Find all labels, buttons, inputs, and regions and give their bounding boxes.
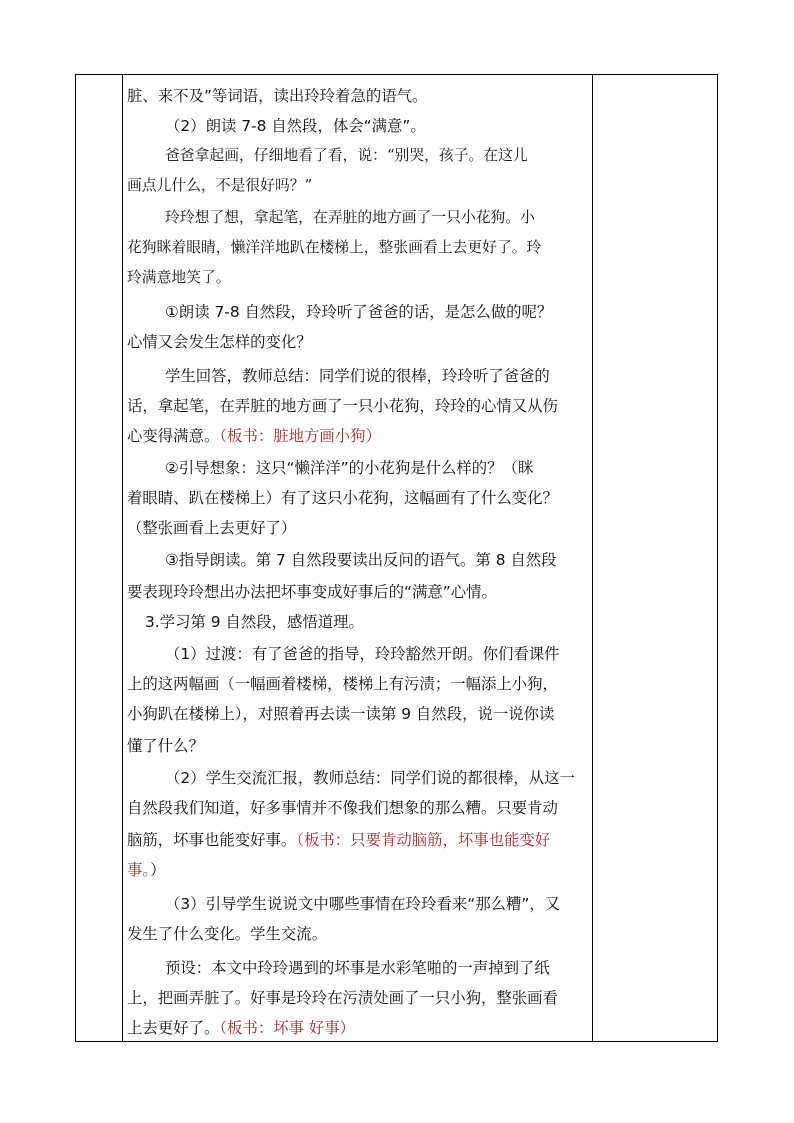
text-line: 预设：本文中玲玲遇到的坏事是水彩笔啪的一声掉到了纸 (165, 959, 550, 977)
text-segment: 心变得满意。 (127, 427, 220, 445)
board-note: （板书：坏事 好事） (219, 1019, 356, 1037)
text-segment: ） (150, 861, 166, 879)
text-line (127, 860, 166, 880)
text-line: ②引导想象：这只“懒洋洋”的小花狗是什么样的？（眯 (165, 459, 534, 477)
text-line: 着眼睛、趴在楼梯上）有了这只小花狗，这幅画有了什么变化？ (127, 489, 558, 507)
text-line: 心情又会发生怎样的变化？ (127, 333, 312, 351)
text-line: （3）引导学生说说文中哪些事情在玲玲看来“那么糟”，又 (165, 895, 561, 913)
text-segment: 上去更好了。 (127, 1019, 220, 1037)
text-line (127, 830, 550, 850)
text-line: ③指导朗读。第 7 自然段要读出反问的语气。第 8 自然段 (165, 551, 557, 569)
board-note: （板书：脏地方画小狗） (219, 427, 381, 445)
text-segment: 脑筋，坏事也能变好事。 (127, 831, 297, 849)
text-line: 爸爸拿起画，仔细地看了看，说：“别哭，孩子。在这儿 (165, 147, 528, 164)
text-line: （2）朗读 7-8 自然段，体会“满意”。 (165, 117, 426, 135)
board-note: 事。 (127, 861, 151, 879)
text-line: 玲满意地笑了。 (127, 269, 231, 286)
text-line: 花狗眯着眼睛，懒洋洋地趴在楼梯上，整张画看上去更好了。玲 (127, 239, 542, 256)
column-divider-right (592, 75, 593, 1041)
text-line: 自然段我们知道，好多事情并不像我们想象的那么糟。只要肯动 (127, 799, 558, 817)
text-line: ①朗读 7-8 自然段，玲玲听了爸爸的话，是怎么做的呢？ (165, 303, 553, 321)
text-line: （1）过渡：有了爸爸的指导，玲玲豁然开朗。你们看课件 (165, 645, 560, 663)
board-note: （板书：只要肯动脑筋，坏事也能变好 (296, 831, 551, 849)
text-line: 3.学习第 9 自然段，感悟道理。 (145, 613, 364, 631)
column-divider-left (122, 75, 123, 1041)
text-line: 懂了什么？ (127, 737, 204, 755)
text-line (127, 1018, 355, 1038)
text-line (127, 426, 381, 446)
text-line: 发生了什么变化。学生交流。 (127, 925, 328, 943)
text-line: 上，把画弄脏了。好事是玲玲在污渍处画了一只小狗，整张画看 (127, 989, 558, 1007)
text-line: （2）学生交流汇报，教师总结：同学们说的都很棒，从这一 (165, 769, 575, 787)
text-line: 学生回答，教师总结：同学们说的很棒，玲玲听了爸爸的 (165, 367, 550, 385)
text-line: 话，拿起笔，在弄脏的地方画了一只小花狗，玲玲的心情又从伤 (127, 397, 558, 415)
text-line: 要表现玲玲想出办法把坏事变成好事后的“满意”心情。 (127, 583, 497, 601)
text-line: （整张画看上去更好了） (127, 519, 297, 537)
text-line: 画点儿什么，不是很好吗？” (127, 177, 313, 194)
text-line: 脏、来不及”等词语，读出玲玲着急的语气。 (127, 87, 428, 105)
text-line: 玲玲想了想，拿起笔，在弄脏的地方画了一只小花狗。小 (165, 209, 535, 226)
text-line: 小狗趴在楼梯上），对照着再去读一读第 9 自然段，说一说你读 (127, 705, 555, 723)
text-line: 上的这两幅画（一幅画着楼梯，楼梯上有污渍；一幅添上小狗， (127, 675, 558, 693)
